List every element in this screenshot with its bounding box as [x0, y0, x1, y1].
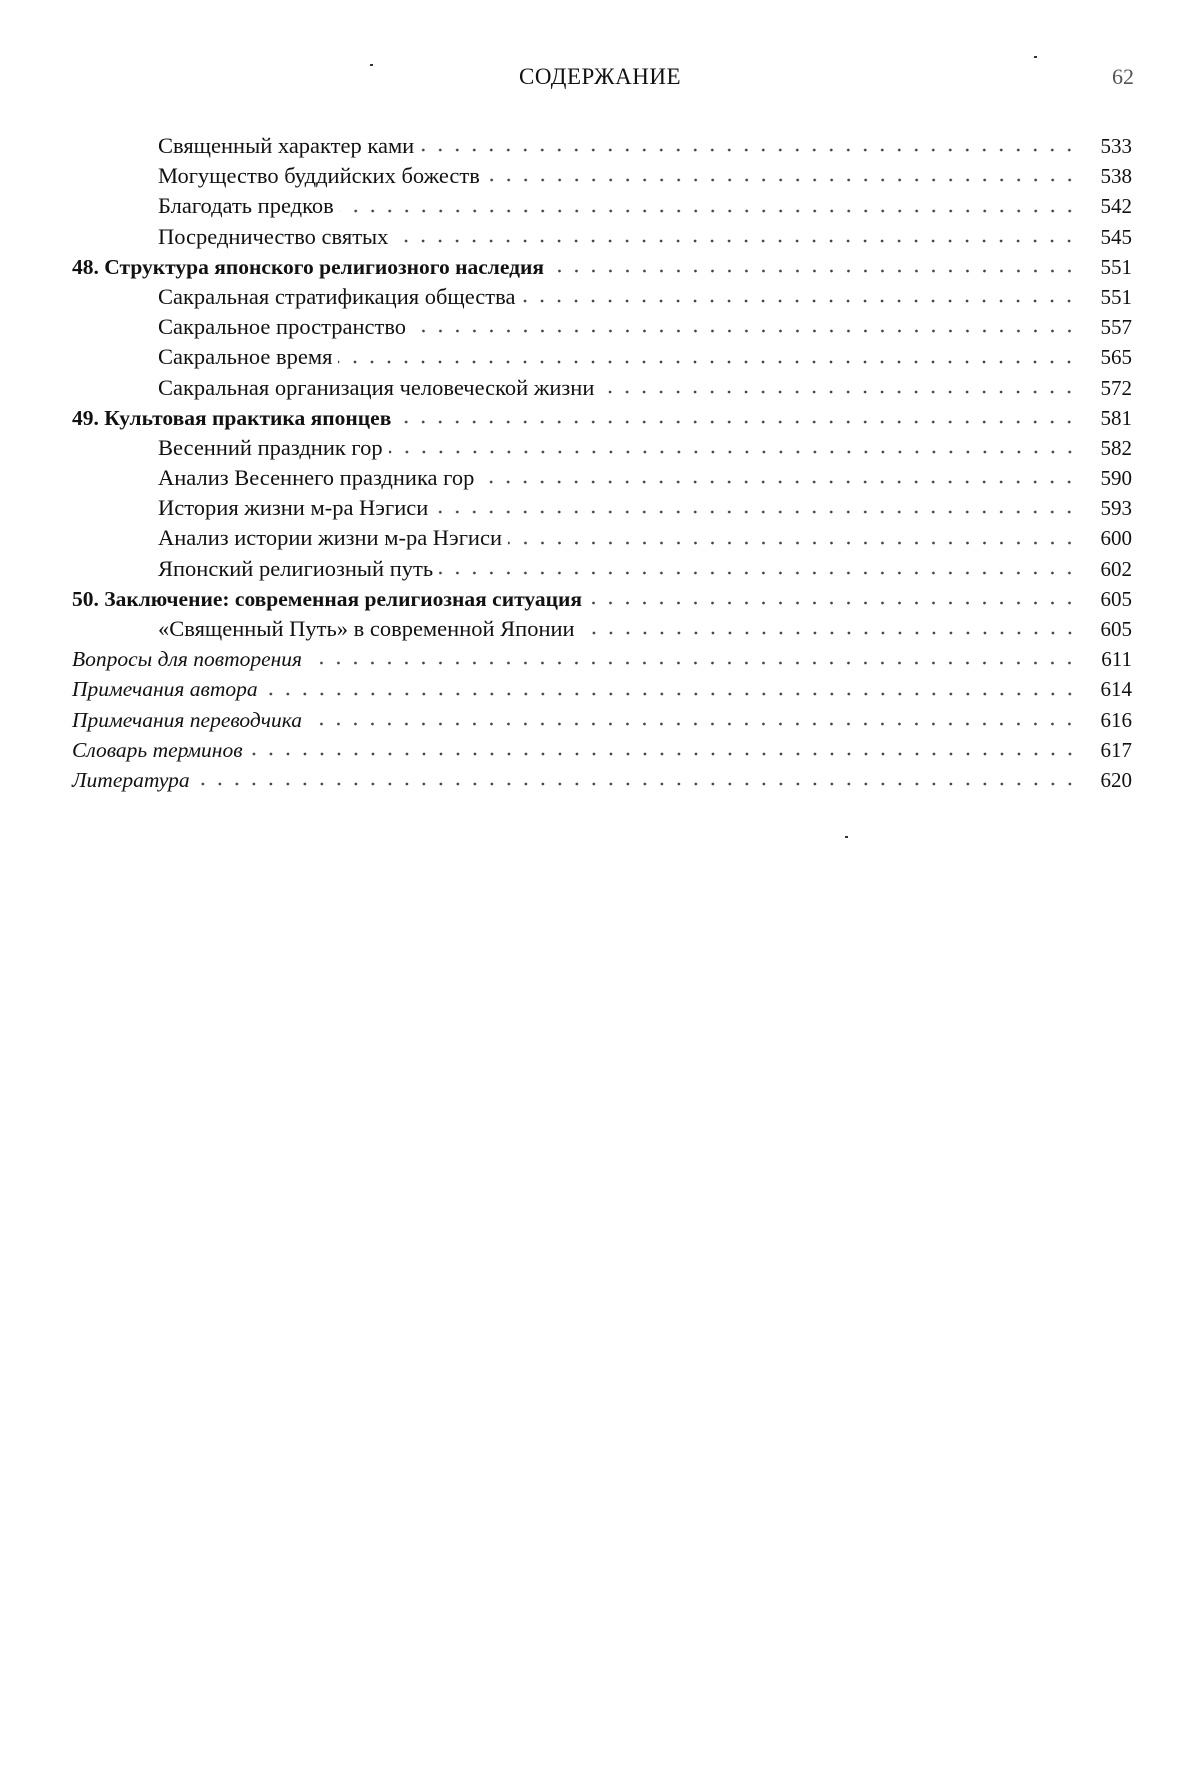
toc-entry-page: 605	[1100, 617, 1132, 641]
dot-leader	[439, 571, 1078, 575]
dot-leader	[581, 631, 1078, 635]
toc-entry-title: Литература	[72, 767, 190, 792]
dot-leader	[196, 782, 1078, 786]
toc-entry-page: 542	[1100, 194, 1132, 219]
toc-entry-title: Анализ истории жизни м-ра Нэгиси	[158, 525, 503, 551]
toc-entry-page: 616	[1100, 707, 1132, 732]
toc-entry-page: 614	[1100, 677, 1132, 702]
scan-speck	[845, 836, 848, 838]
toc-entry-page: 620	[1100, 767, 1132, 792]
page-header	[0, 62, 1200, 96]
dot-leader	[434, 510, 1078, 514]
toc-entry-page: 581	[1100, 405, 1132, 430]
toc-entry-title: Благодать предков	[158, 193, 334, 219]
toc-entry-page: 545	[1100, 224, 1132, 249]
toc-entry-page: 538	[1100, 164, 1132, 189]
toc-section-row	[72, 222, 1132, 252]
dot-leader	[420, 148, 1078, 152]
toc-section-row	[72, 493, 1132, 523]
dot-leader	[308, 722, 1078, 726]
toc-entry-title: История жизни м-ра Нэгиси	[158, 495, 429, 521]
toc-entry-title: 48. Структура японского религиозного наследия	[72, 254, 545, 279]
toc-entry-title: Сакральная стратификация общества	[158, 283, 516, 309]
toc-section-row	[72, 191, 1132, 221]
toc-entry-page: 572	[1100, 375, 1132, 400]
toc-section-row	[72, 131, 1132, 161]
toc-section-row	[72, 614, 1132, 644]
toc-entry-title: 50. Заключение: современная религиозная ситуация	[72, 586, 582, 611]
dot-leader	[486, 178, 1078, 182]
page-number: 62	[1112, 64, 1134, 89]
toc-section-row	[72, 523, 1132, 553]
toc-appendix-row	[72, 674, 1132, 704]
toc-appendix-row	[72, 705, 1132, 735]
toc-entry-title: Могущество буддийских божеств	[158, 163, 480, 189]
toc-appendix-row	[72, 735, 1132, 765]
toc-section-row	[72, 312, 1132, 342]
dot-leader	[600, 390, 1078, 394]
dot-leader	[588, 601, 1078, 605]
toc-entry-title: Примечания переводчика	[72, 707, 303, 732]
dot-leader	[397, 420, 1078, 424]
dot-leader	[389, 450, 1078, 454]
toc-entry-title: Посредничество святых	[158, 223, 389, 249]
page-title: СОДЕРЖАНИЕ	[518, 64, 681, 89]
toc-entry-page: 551	[1100, 254, 1132, 279]
toc-entry-page: 593	[1100, 496, 1132, 521]
toc-entry-title: Сакральная организация человеческой жизни	[158, 374, 595, 400]
toc-section-row	[72, 373, 1132, 403]
toc-section-row	[72, 463, 1132, 493]
toc-entry-title: «Священный Путь» в современной Японии	[158, 616, 575, 641]
toc-entry-title: Словарь терминов	[72, 737, 243, 762]
toc-section-row	[72, 433, 1132, 463]
toc-chapter-row	[72, 584, 1132, 614]
dot-leader	[264, 692, 1078, 696]
dot-leader	[508, 541, 1078, 545]
toc-entry-title: Анализ Весеннего праздника гор	[158, 465, 475, 491]
toc-entry-page: 600	[1100, 526, 1132, 551]
toc-section-row	[72, 342, 1132, 372]
scan-speck	[370, 64, 373, 66]
toc-section-row	[72, 161, 1132, 191]
toc-entry-title: Священный характер ками	[158, 133, 415, 158]
toc-appendix-row	[72, 644, 1132, 674]
toc-entry-title: Сакральное время	[158, 344, 333, 370]
toc-entry-page: 551	[1100, 284, 1132, 309]
toc-entry-page: 590	[1100, 466, 1132, 491]
toc-chapter-row	[72, 252, 1132, 282]
toc-entry-page: 533	[1100, 134, 1132, 158]
dot-leader	[249, 752, 1078, 756]
toc-entry-title: Вопросы для повторения	[72, 647, 303, 672]
dot-leader	[521, 299, 1078, 303]
toc-entry-page: 602	[1100, 556, 1132, 581]
toc-chapter-row	[72, 403, 1132, 433]
dot-leader	[338, 360, 1078, 364]
dot-leader	[412, 329, 1078, 333]
toc-entry-page: 617	[1100, 737, 1132, 762]
table-of-contents	[72, 131, 1132, 795]
toc-entry-title: 49. Культовая практика японцев	[72, 405, 392, 430]
dot-leader	[480, 480, 1078, 484]
toc-entry-title: Сакральное пространство	[158, 314, 407, 340]
toc-section-row	[72, 554, 1132, 584]
toc-appendix-row	[72, 765, 1132, 795]
scan-speck	[1034, 56, 1037, 58]
toc-entry-page: 565	[1100, 345, 1132, 370]
toc-entry-page: 605	[1100, 586, 1132, 611]
toc-section-row	[72, 282, 1132, 312]
dot-leader	[340, 209, 1078, 213]
dot-leader	[308, 661, 1078, 665]
toc-entry-title: Примечания автора	[72, 677, 258, 702]
toc-entry-page: 582	[1100, 435, 1132, 460]
dot-leader	[550, 269, 1078, 273]
toc-entry-page: 557	[1100, 315, 1132, 340]
toc-entry-page: 611	[1101, 647, 1132, 672]
toc-entry-title: Японский религиозный путь	[158, 555, 434, 581]
toc-entry-title: Весенний праздник гор	[158, 434, 383, 460]
dot-leader	[394, 239, 1078, 243]
